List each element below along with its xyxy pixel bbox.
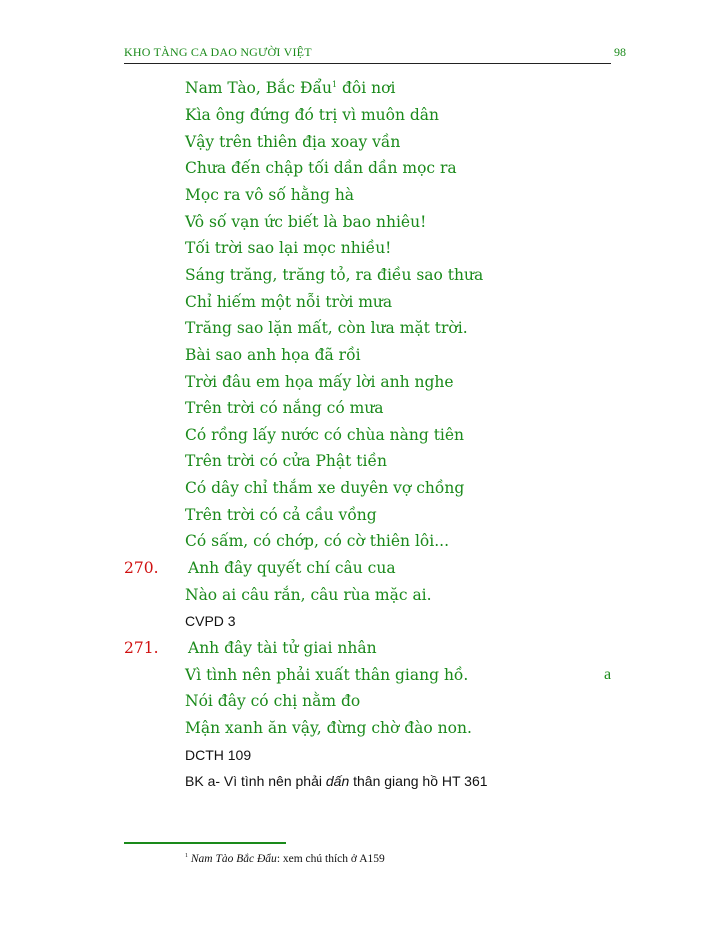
source-reference: CVPD 3 [185,613,236,629]
verse-line: Sáng trăng, trăng tỏ, ra điều sao thưa [185,266,484,284]
verse-line: Mận xanh ăn vậy, đừng chờ đào non. [185,719,472,737]
verse-line: Tối trời sao lại mọc nhiều! [185,239,392,257]
footnote-ref[interactable]: 1 [331,79,338,89]
footnote-rule [124,842,286,844]
poem-number-271: 271. [124,639,159,657]
verse-line: Có dây chỉ thắm xe duyên vợ chồng [185,479,465,497]
verse-line: Kìa ông đứng đó trị vì muôn dân [185,106,440,124]
verse-line: Trên trời có cửa Phật tiền [185,452,387,470]
verse-line: Vậy trên thiên địa xoay vần [185,133,401,151]
verse-line: Trời đâu em họa mấy lời anh nghe [185,373,454,391]
verse-line: Anh đây quyết chí câu cua [188,559,396,577]
footnote-marker: 1 [185,853,188,860]
verse-line: Chỉ hiếm một nỗi trời mưa [185,293,393,311]
verse-line: Chưa đến chập tối dần dần mọc ra [185,159,457,177]
verse-line: Trăng sao lặn mất, còn lưa mặt trời. [185,319,468,337]
header-rule [124,63,611,64]
verse-line: Trên trời có cả cầu vồng [185,506,377,524]
verse-line: Nào ai câu rắn, câu rùa mặc ai. [185,586,432,604]
footnote [185,853,385,865]
verse-line: Anh đây tài tử giai nhân [188,639,377,657]
source-reference: DCTH 109 [185,747,252,763]
variant-marker: a [604,666,612,683]
verse-line: Vô số vạn ức biết là bao nhiêu! [185,213,427,231]
verse-line: Bài sao anh họa đã rồi [185,346,361,364]
poem-number-270: 270. [124,559,159,577]
page-number: 98 [614,45,626,59]
footnote-text: : xem chú thích ở A159 [276,853,385,865]
footnote-term: Nam Tào Bắc Đẩu [190,853,277,865]
verse-line: Có sấm, có chớp, có cờ thiên lôi... [185,532,449,550]
verse-line: Vì tình nên phải xuất thân giang hồ. [185,666,469,684]
verse-line: Nam Tào, Bắc Đẩu$^1$ đôi nơi [185,79,396,97]
verse-line: Trên trời có nắng có mưa [185,399,384,417]
verse-line: Nói đây có chị nằm đo [185,692,361,710]
verse-line: Có rồng lấy nước có chùa nàng tiên [185,426,465,444]
variant-note: BK a- Vì tình nên phải dấn thân giang hồ HT 361 [185,773,488,789]
verse-line: Mọc ra vô số hằng hà [185,186,355,204]
header-title: KHO TÀNG CA DAO NGƯỜI VIỆT [124,45,312,59]
